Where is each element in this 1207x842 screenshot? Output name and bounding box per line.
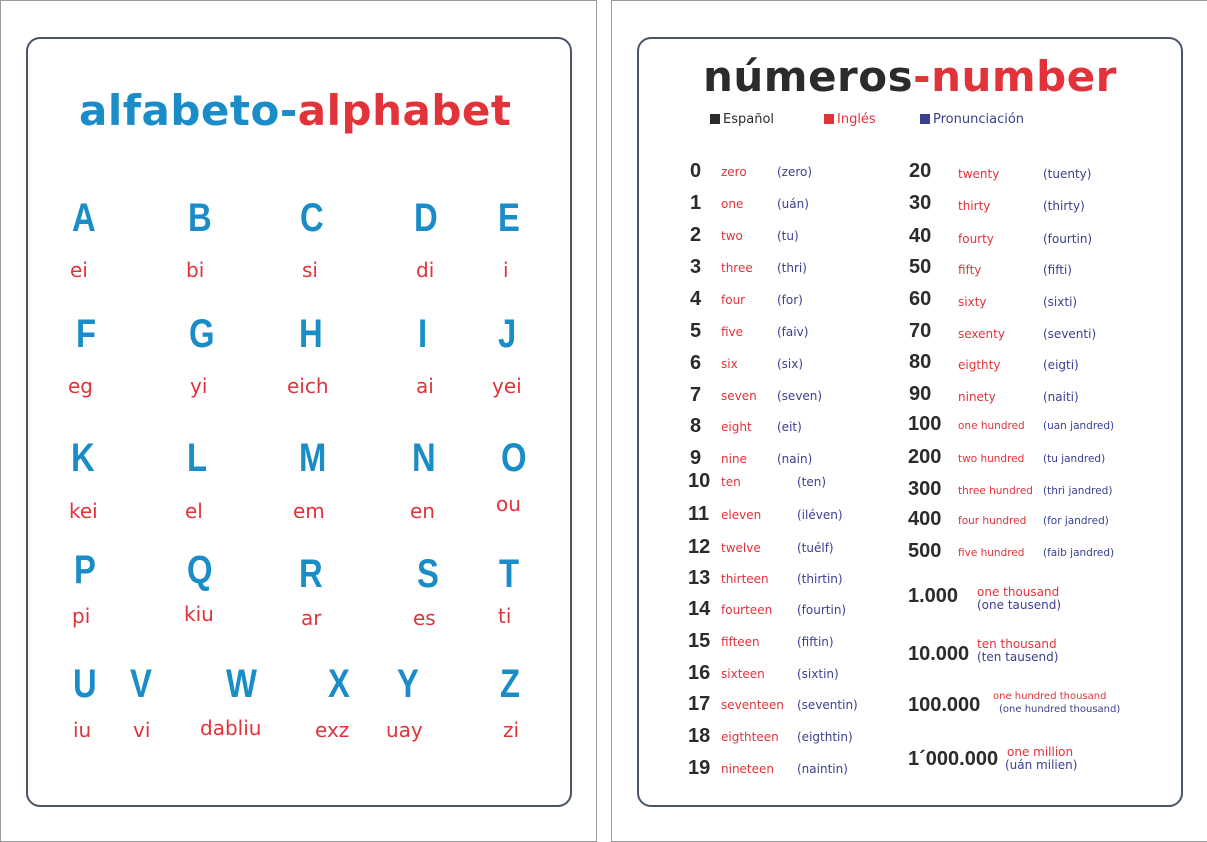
- number-0-pronunciation: (zero): [777, 165, 813, 179]
- letter-d-pronunciation: di: [416, 258, 435, 282]
- number-1-pronunciation: (uán): [777, 197, 809, 211]
- legend-english-label: Inglés: [837, 112, 876, 127]
- letter-y-pronunciation: uay: [386, 718, 423, 742]
- number-5-english: five: [721, 325, 744, 339]
- number-6-pronunciation: (six): [777, 357, 804, 371]
- number-30-pronunciation: (thirty): [1043, 199, 1085, 213]
- number-11-pronunciation: (iléven): [797, 508, 843, 522]
- number-7-pronunciation: (seven): [777, 389, 823, 403]
- number-20-digits: 20: [909, 160, 932, 182]
- number-1000-pronunciation: (one tausend): [977, 598, 1062, 612]
- number-70-pronunciation: (seventi): [1043, 327, 1097, 341]
- letter-q: Q: [187, 548, 213, 592]
- letter-e: E: [498, 196, 520, 240]
- alphabet-title-spanish: alfabeto: [79, 86, 280, 135]
- alphabet-frame: [26, 37, 572, 807]
- number-60-pronunciation: (sixti): [1043, 295, 1078, 309]
- number-90-pronunciation: (naiti): [1043, 390, 1079, 404]
- letter-y: Y: [397, 662, 419, 706]
- letter-j: J: [498, 312, 517, 356]
- letter-r-pronunciation: ar: [301, 606, 322, 630]
- number-9-digits: 9: [690, 447, 702, 469]
- numbers-title-english: number: [931, 52, 1117, 101]
- letter-f-pronunciation: eg: [68, 374, 93, 398]
- number-100-digits: 100: [908, 413, 942, 435]
- number-4-pronunciation: (for): [777, 293, 803, 307]
- number-16-pronunciation: (sixtin): [797, 667, 839, 681]
- number-15-pronunciation: (fiftin): [797, 635, 834, 649]
- legend-english-swatch: [824, 114, 834, 124]
- number-200-english: two hundred: [958, 453, 1025, 465]
- letter-b-pronunciation: bi: [186, 258, 205, 282]
- letter-v-pronunciation: vi: [133, 718, 151, 742]
- number-60-english: sixty: [958, 295, 987, 309]
- letter-s: S: [417, 552, 439, 596]
- letter-o: O: [501, 436, 527, 480]
- number-6-english: six: [721, 357, 738, 371]
- number-20-pronunciation: (tuenty): [1043, 167, 1092, 181]
- letter-i: I: [418, 312, 428, 356]
- number-15-digits: 15: [688, 630, 711, 652]
- number-10000-english: ten thousand: [977, 637, 1057, 651]
- number-14-pronunciation: (fourtin): [797, 603, 847, 617]
- number-5-pronunciation: (faiv): [777, 325, 809, 339]
- number-10-pronunciation: (ten): [797, 475, 827, 489]
- number-40-digits: 40: [909, 225, 932, 247]
- number-4-english: four: [721, 293, 746, 307]
- number-100-pronunciation: (uan jandred): [1043, 420, 1115, 432]
- number-20-english: twenty: [958, 167, 1000, 181]
- letter-c-pronunciation: si: [302, 258, 318, 282]
- number-0-english: zero: [721, 165, 747, 179]
- letter-l-pronunciation: el: [185, 499, 203, 523]
- number-18-english: eigthteen: [721, 730, 779, 744]
- number-17-digits: 17: [688, 693, 711, 715]
- number-400-english: four hundred: [958, 515, 1027, 527]
- number-16-english: sixteen: [721, 667, 765, 681]
- number-1000000-pronunciation: (uán milien): [1005, 758, 1078, 772]
- legend-english: [824, 112, 876, 127]
- legend-spanish-swatch: [710, 114, 720, 124]
- letter-z-pronunciation: zi: [503, 718, 520, 742]
- number-300-english: three hundred: [958, 485, 1033, 497]
- number-0-digits: 0: [690, 160, 702, 182]
- number-7-digits: 7: [690, 384, 702, 406]
- number-8-english: eight: [721, 420, 752, 434]
- number-11-digits: 11: [688, 503, 710, 525]
- number-12-pronunciation: (tuélf): [797, 541, 834, 555]
- number-50-english: fifty: [958, 263, 982, 277]
- number-100000-english: one hundred thousand: [993, 691, 1107, 702]
- letter-w: W: [226, 662, 257, 706]
- legend-spanish: [710, 112, 774, 127]
- numbers-title-dash: -: [913, 52, 932, 101]
- letter-k: K: [71, 436, 95, 480]
- number-6-digits: 6: [690, 352, 702, 374]
- number-3-english: three: [721, 261, 753, 275]
- number-18-digits: 18: [688, 725, 711, 747]
- number-15-english: fifteen: [721, 635, 760, 649]
- number-100-english: one hundred: [958, 420, 1025, 432]
- letter-w-pronunciation: dabliu: [200, 716, 262, 740]
- letter-o-pronunciation: ou: [496, 492, 521, 516]
- letter-l: L: [187, 436, 208, 480]
- legend-pronunciation-swatch: [920, 114, 930, 124]
- letter-f: F: [76, 312, 97, 356]
- number-5-digits: 5: [690, 320, 702, 342]
- number-11-english: eleven: [721, 508, 762, 522]
- number-30-english: thirty: [958, 199, 991, 213]
- alphabet-title-english: alphabet: [297, 86, 512, 135]
- numbers-title-spanish: números: [703, 52, 914, 101]
- number-19-digits: 19: [688, 757, 711, 779]
- alphabet-title: [79, 86, 511, 135]
- letter-d: D: [414, 196, 438, 240]
- number-17-pronunciation: (seventin): [797, 698, 858, 712]
- number-10-digits: 10: [688, 470, 711, 492]
- number-90-english: ninety: [958, 390, 996, 404]
- letter-g: G: [189, 312, 215, 356]
- letter-m: M: [299, 436, 327, 480]
- legend-spanish-label: Español: [723, 112, 775, 127]
- number-40-english: fourty: [958, 232, 994, 246]
- number-1-english: one: [721, 197, 744, 211]
- number-500-digits: 500: [908, 540, 942, 562]
- number-13-pronunciation: (thirtin): [797, 572, 843, 586]
- letter-m-pronunciation: em: [293, 499, 325, 523]
- number-80-digits: 80: [909, 351, 932, 373]
- legend-pronunciation-label: Pronunciación: [933, 112, 1025, 127]
- letter-x: X: [328, 662, 350, 706]
- letter-t: T: [499, 552, 520, 596]
- number-30-digits: 30: [909, 192, 932, 214]
- alphabet-title-dash: -: [279, 86, 298, 135]
- number-10000-digits: 10.000: [908, 643, 970, 665]
- number-60-digits: 60: [909, 288, 932, 310]
- number-50-pronunciation: (fifti): [1043, 263, 1072, 277]
- letter-t-pronunciation: ti: [498, 604, 512, 628]
- number-19-english: nineteen: [721, 762, 775, 776]
- number-19-pronunciation: (naintin): [797, 762, 848, 776]
- number-1000000-digits: 1´000.000: [908, 748, 999, 770]
- letter-r: R: [299, 552, 323, 596]
- letter-b: B: [188, 196, 212, 240]
- letter-s-pronunciation: es: [413, 606, 436, 630]
- number-90-digits: 90: [909, 383, 932, 405]
- letter-p-pronunciation: pi: [72, 604, 91, 628]
- letter-n: N: [412, 436, 436, 480]
- letter-u: U: [73, 662, 97, 706]
- number-200-pronunciation: (tu jandred): [1043, 453, 1106, 465]
- letter-h: H: [299, 312, 323, 356]
- number-80-english: eigthty: [958, 358, 1001, 372]
- number-1000-english: one thousand: [977, 585, 1060, 599]
- number-13-english: thirteen: [721, 572, 769, 586]
- number-70-digits: 70: [909, 320, 932, 342]
- letter-k-pronunciation: kei: [69, 499, 98, 523]
- number-2-english: two: [721, 229, 743, 243]
- letter-i-pronunciation: ai: [416, 374, 434, 398]
- letter-p: P: [74, 548, 96, 592]
- number-17-english: seventeen: [721, 698, 784, 712]
- letter-n-pronunciation: en: [410, 499, 435, 523]
- number-9-pronunciation: (nain): [777, 452, 813, 466]
- number-14-english: fourteen: [721, 603, 773, 617]
- number-12-digits: 12: [688, 536, 711, 558]
- number-80-pronunciation: (eigti): [1043, 358, 1079, 372]
- number-13-digits: 13: [688, 567, 711, 589]
- number-300-pronunciation: (thri jandred): [1043, 485, 1113, 497]
- number-18-pronunciation: (eigthtin): [797, 730, 853, 744]
- letter-u-pronunciation: iu: [73, 718, 92, 742]
- number-100000-pronunciation: (one hundred thousand): [999, 704, 1121, 715]
- number-9-english: nine: [721, 452, 747, 466]
- number-8-pronunciation: (eit): [777, 420, 802, 434]
- legend-pronunciation: [920, 112, 1024, 127]
- letter-c: C: [300, 196, 324, 240]
- letter-z: Z: [500, 662, 521, 706]
- letter-j-pronunciation: yei: [492, 374, 522, 398]
- number-400-pronunciation: (for jandred): [1043, 515, 1109, 527]
- number-16-digits: 16: [688, 662, 711, 684]
- number-4-digits: 4: [690, 288, 702, 310]
- number-400-digits: 400: [908, 508, 942, 530]
- letter-a: A: [72, 196, 96, 240]
- number-200-digits: 200: [908, 446, 942, 468]
- numbers-title: [703, 52, 1117, 101]
- number-12-english: twelve: [721, 541, 761, 555]
- number-500-pronunciation: (faib jandred): [1043, 547, 1115, 559]
- number-3-pronunciation: (thri): [777, 261, 807, 275]
- letter-a-pronunciation: ei: [70, 258, 88, 282]
- letter-h-pronunciation: eich: [287, 374, 329, 398]
- letter-g-pronunciation: yi: [190, 374, 208, 398]
- number-1-digits: 1: [690, 192, 702, 214]
- number-2-digits: 2: [690, 224, 702, 246]
- number-7-english: seven: [721, 389, 757, 403]
- number-1000000-english: one million: [1007, 745, 1074, 759]
- number-3-digits: 3: [690, 256, 702, 278]
- letter-v: V: [130, 662, 152, 706]
- number-2-pronunciation: (tu): [777, 229, 799, 243]
- number-10-english: ten: [721, 475, 741, 489]
- number-14-digits: 14: [688, 598, 711, 620]
- number-70-english: sexenty: [958, 327, 1005, 341]
- number-100000-digits: 100.000: [908, 694, 981, 716]
- number-40-pronunciation: (fourtin): [1043, 232, 1093, 246]
- number-300-digits: 300: [908, 478, 942, 500]
- letter-q-pronunciation: kiu: [184, 602, 214, 626]
- letter-e-pronunciation: i: [503, 258, 509, 282]
- number-8-digits: 8: [690, 415, 702, 437]
- letter-x-pronunciation: exz: [315, 718, 350, 742]
- number-1000-digits: 1.000: [908, 585, 959, 607]
- number-500-english: five hundred: [958, 547, 1025, 559]
- number-10000-pronunciation: (ten tausend): [977, 650, 1059, 664]
- number-50-digits: 50: [909, 256, 932, 278]
